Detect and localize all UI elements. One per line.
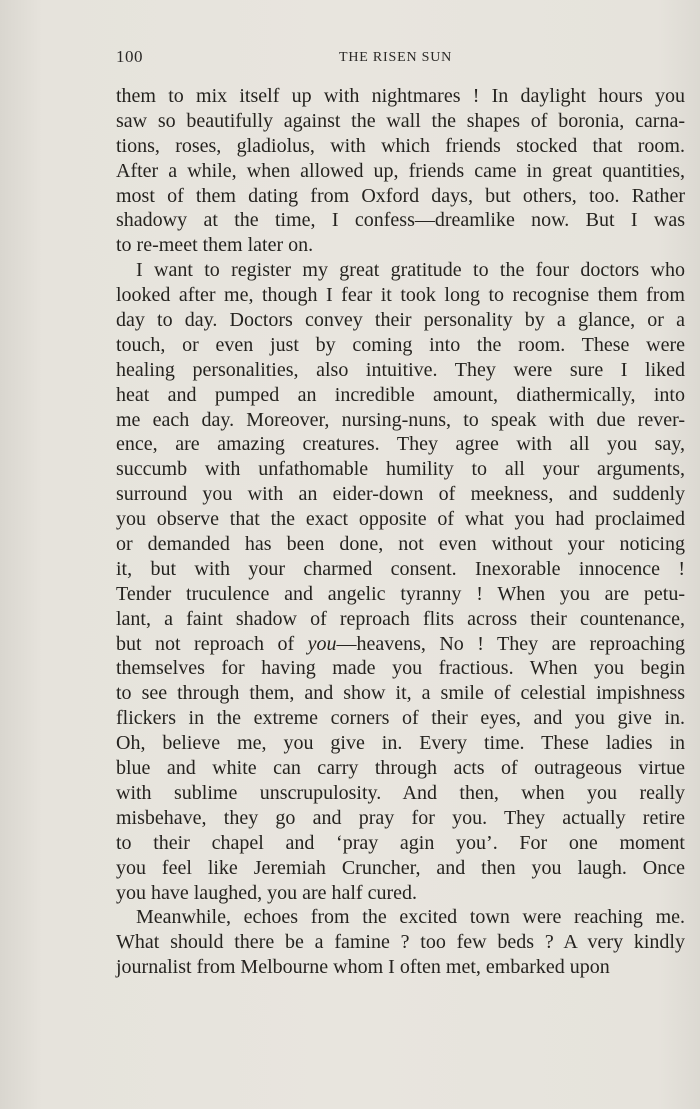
- text-line: succumb with unfathomable humility to all your arguments,: [116, 458, 685, 481]
- text-line: healing personalities, also intuitive. They were sure I liked: [116, 358, 685, 381]
- text-line: them to mix itself up with nightmares ! In daylight hours you: [116, 85, 685, 107]
- text-line: Meanwhile, echoes from the excited town were reaching me.: [136, 906, 685, 929]
- emphasis: you: [307, 632, 337, 655]
- running-title: THE RISEN SUN: [339, 50, 453, 65]
- text-line: but not reproach of you—heavens, No ! They are reproaching: [116, 632, 685, 655]
- text-line: me each day. Moreover, nursing-nuns, to speak with due rever-: [116, 408, 685, 431]
- text-line: What should there be a famine ? too few beds ? A very kindly: [116, 931, 685, 954]
- text-line: most of them dating from Oxford days, but others, too. Rather: [116, 184, 685, 207]
- text-line: journalist from Melbourne whom I often met, embarked upon: [116, 956, 610, 979]
- text-line: misbehave, they go and pray for you. They actually retire: [116, 806, 685, 829]
- paragraph: [116, 84, 685, 258]
- text-line: shadowy at the time, I confess—dreamlike now. But I was: [116, 209, 685, 232]
- text-line: tions, roses, gladiolus, with which friends stocked that room.: [116, 134, 685, 157]
- text-line: day to day. Doctors convey their personality by a glance, or a: [116, 309, 685, 332]
- text-line: touch, or even just by coming into the room. These were: [116, 333, 685, 356]
- text-line: looked after me, though I fear it took long to recognise them from: [116, 284, 685, 307]
- text-line: heat and pumped an incredible amount, diathermically, into: [116, 383, 685, 406]
- text-line: saw so beautifully against the wall the shapes of boronia, carna-: [116, 109, 685, 132]
- text-line: to re-meet them later on.: [116, 234, 314, 257]
- text-line: lant, a faint shadow of reproach flits across their countenance,: [116, 607, 685, 630]
- text-line: flickers in the extreme corners of their eyes, and you give in.: [116, 707, 685, 730]
- text-line: Oh, believe me, you give in. Every time. These ladies in: [116, 732, 685, 755]
- paragraph: [116, 905, 685, 980]
- text-line: it, but with your charmed consent. Inexorable innocence !: [116, 557, 685, 580]
- page-number: 100: [116, 47, 143, 66]
- text-line: you observe that the exact opposite of what you had proclaimed: [116, 508, 685, 531]
- text-line: ence, are amazing creatures. They agree with all you say,: [116, 433, 685, 456]
- running-head: [116, 47, 686, 71]
- text-line: you feel like Jeremiah Cruncher, and then you laugh. Once: [116, 856, 685, 879]
- text-line: or demanded has been done, not even without your noticing: [116, 533, 685, 556]
- text-line: themselves for having made you fractious. When you begin: [116, 657, 685, 680]
- text-line: you have laughed, you are half cured.: [116, 881, 417, 904]
- text-line: blue and white can carry through acts of outrageous virtue: [116, 757, 685, 780]
- body-text: [116, 84, 685, 980]
- text-line: Tender truculence and angelic tyranny ! When you are petu-: [116, 582, 685, 605]
- paragraph: [116, 258, 685, 905]
- text-line: After a while, when allowed up, friends came in great quantities,: [116, 159, 685, 182]
- text-line: I want to register my great gratitude to the four doctors who: [136, 259, 685, 282]
- text-line: with sublime unscrupulosity. And then, when you really: [116, 781, 685, 804]
- text-line: to their chapel and ‘pray agin you’. For one moment: [116, 831, 685, 854]
- text-line: to see through them, and show it, a smile of celestial impishness: [116, 682, 685, 705]
- text-line: surround you with an eider-down of meekness, and suddenly: [116, 483, 685, 506]
